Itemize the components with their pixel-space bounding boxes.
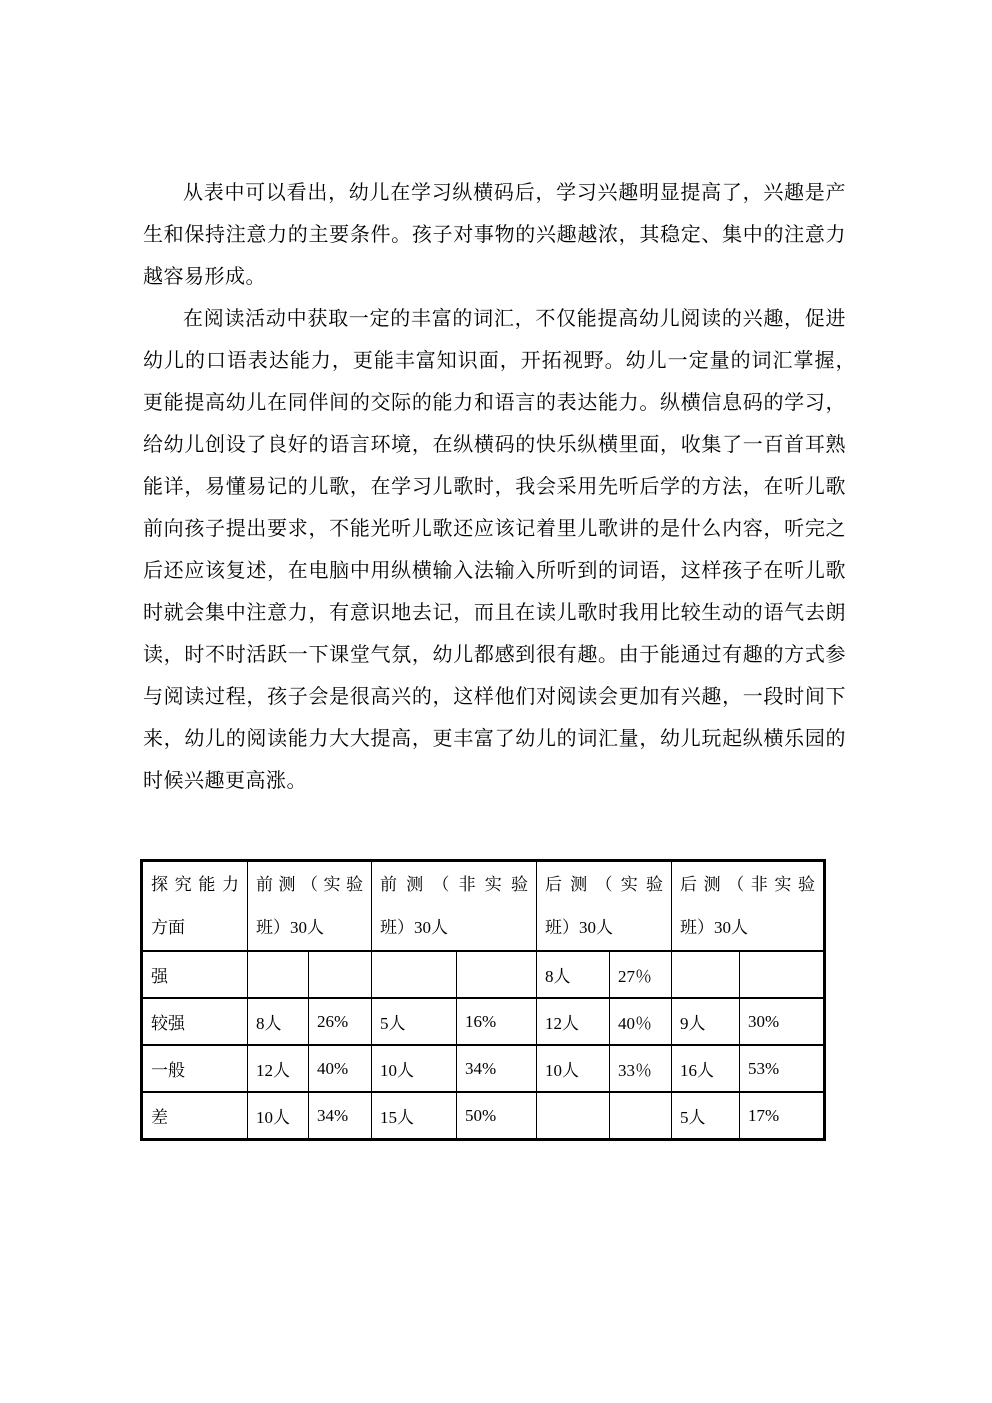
table-cell: 33％ [610, 1045, 672, 1092]
table-cell: 16% [457, 998, 537, 1045]
table-cell: 8人 [537, 951, 610, 998]
header-line2: 班）30人 [256, 918, 324, 937]
table-row-average [142, 1045, 825, 1092]
table-cell [372, 951, 457, 998]
table-cell: 5人 [672, 1092, 740, 1140]
corner-header-line2: 方面 [151, 918, 185, 937]
table-cell: 8人 [248, 998, 309, 1045]
table-cell: 10人 [372, 1045, 457, 1092]
table-cell: 12人 [537, 998, 610, 1045]
table-row-strong [142, 951, 825, 998]
table-cell: 34% [309, 1092, 372, 1140]
table-cell: 26% [309, 998, 372, 1045]
header-line1: 后测（非实验 [680, 875, 815, 894]
row-label: 差 [142, 1092, 248, 1140]
header-line2: 班）30人 [680, 918, 748, 937]
table-cell [610, 1092, 672, 1140]
paragraph-1: 从表中可以看出，幼儿在学习纵横码后，学习兴趣明显提高了，兴趣是产生和保持注意力的主要条件。孩子对事物的兴趣越浓，其稳定、集中的注意力越容易形成。 [143, 182, 846, 288]
row-label: 强 [142, 951, 248, 998]
paragraph-2: 在阅读活动中获取一定的丰富的词汇，不仅能提高幼儿阅读的兴趣，促进幼儿的口语表达能力，更能丰富知识面，开拓视野。幼儿一定量的词汇掌握， 更能提高幼儿在同伴间的交际的能力和语言的表达能力。纵横信息码的学习，给幼儿创设了良好的语言环境，在纵横码的快乐纵横里面，收集了一百首耳熟能详，易懂易记的儿歌，在学习儿歌时，我会采用先听后学的方法，在听儿歌前向孩子提出要求，不能光听儿歌还应该记着里儿歌讲的是什么内容，听完之后还应该复述，在电脑中用纵横输入法输入所听到的词语，这样孩子在听儿歌时就会集中注意力，有意识地去记，而且在读儿歌时我用比较生动的语气去朗读，时不时活跃一下课堂气氛，幼儿都感到很有趣。由于能通过有趣的方式参与阅读过程，孩子会是很高兴的，这样他们对阅读会更加有兴趣，一段时间下来，幼儿的阅读能力大大提高，更丰富了幼儿的词汇量，幼儿玩起纵横乐园的时候兴趣更高涨。 [143, 308, 867, 792]
column-header-posttest-control [672, 861, 825, 952]
corner-header-line1: 探究能力 [151, 875, 239, 894]
table-header-row [142, 861, 825, 952]
table-row-poor [142, 1092, 825, 1140]
table-cell: 16人 [672, 1045, 740, 1092]
table-cell: 40％ [610, 998, 672, 1045]
table-cell [457, 951, 537, 998]
table-cell: 53% [740, 1045, 825, 1092]
column-header-pretest-control [372, 861, 537, 952]
header-line2: 班）30人 [545, 918, 613, 937]
table-cell [740, 951, 825, 998]
table-cell: 34% [457, 1045, 537, 1092]
table-cell: 50% [457, 1092, 537, 1140]
table-cell [248, 951, 309, 998]
header-line1: 后测（实验 [545, 875, 663, 894]
table-row-fairly-strong [142, 998, 825, 1045]
table-cell: 27％ [610, 951, 672, 998]
table-cell: 15人 [372, 1092, 457, 1140]
column-header-posttest-experimental [537, 861, 672, 952]
table-cell [672, 951, 740, 998]
table-cell: 30% [740, 998, 825, 1045]
document-body-text [143, 172, 867, 802]
column-header-pretest-experimental [248, 861, 372, 952]
results-table [140, 859, 826, 1141]
header-line2: 班）30人 [380, 918, 448, 937]
header-line1: 前测（实验 [256, 875, 363, 894]
table-cell [537, 1092, 610, 1140]
table-cell: 9人 [672, 998, 740, 1045]
corner-header-cell [142, 861, 248, 952]
row-label: 较强 [142, 998, 248, 1045]
table-cell: 10人 [248, 1092, 309, 1140]
table-cell: 17% [740, 1092, 825, 1140]
row-label: 一般 [142, 1045, 248, 1092]
table-cell: 40% [309, 1045, 372, 1092]
table-cell [309, 951, 372, 998]
table-cell: 12人 [248, 1045, 309, 1092]
table-cell: 5人 [372, 998, 457, 1045]
header-line1: 前测（非实验 [380, 875, 528, 894]
table-cell: 10人 [537, 1045, 610, 1092]
